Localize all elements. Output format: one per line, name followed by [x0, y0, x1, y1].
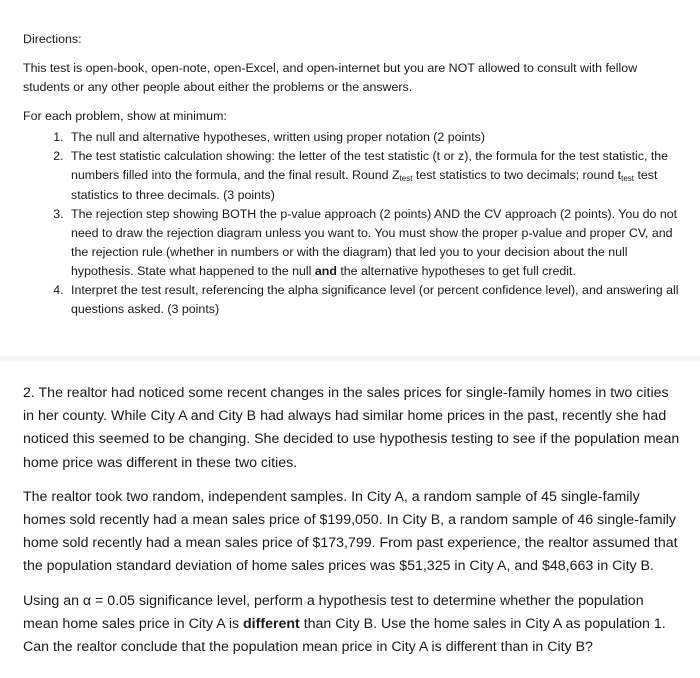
problem-paragraph-3: [23, 590, 683, 660]
problem-section: [23, 382, 683, 670]
emphasis-different: different: [243, 615, 300, 632]
section-divider: [0, 354, 700, 363]
problem-text: Using an α = 0.05 significance level, perform a hypothesis test to determine whether the population mean home sales price in City A is: [23, 592, 644, 632]
requirements-intro: For each problem, show at minimum:: [23, 109, 227, 123]
z-test-subscript: test: [399, 174, 413, 183]
problem-text: than City B. Use the home sales in City A as population 1. Can the realtor conclude that the population mean price in City A is different than in City B?: [23, 615, 666, 656]
requirement-text: The test statistic calculation showing: the letter of the test statistic (t or z), the formula for the test statistic, the numbers filled into the formula, and the final result. Round Z: [71, 149, 669, 182]
requirement-text: The rejection step showing BOTH the p-value approach (2 points) AND the CV approach (2 points). You do not need to draw the rejection diagram unless you want to. You must show the proper p-value and proper CV, and the rejection rule (whether in numbers or with the diagram) that led you to your decision about the null hypothesis. State what happened to the null: [71, 207, 678, 278]
requirement-item: [67, 128, 683, 147]
requirement-text: the alternative hypotheses to get full credit.: [336, 264, 576, 278]
requirement-item: [67, 205, 683, 281]
requirement-item: [67, 281, 683, 319]
directions-section: [23, 30, 683, 319]
requirement-text: test statistics to three decimals. (3 points): [71, 168, 658, 202]
t-test-subscript: test: [621, 174, 635, 183]
problem-paragraph-2: The realtor took two random, independent samples. In City A, a random sample of 45 single-family homes sold recently had a mean sales price of $199,050. In City B, a random sample of 46 single-family home sold recently had a mean sales price of $173,799. From past experience, the realtor assumed that the population standard deviation of home sales prices was $51,325 in City A, and $48,663 in City B.: [23, 488, 678, 575]
requirement-text: test statistics to two decimals; round t: [412, 168, 622, 182]
requirement-text: Interpret the test result, referencing the alpha significance level (or percent confidence level), and answering all questions asked. (3 points): [71, 283, 679, 316]
requirements-list: [23, 128, 683, 319]
directions-intro: This test is open-book, open-note, open-Excel, and open-internet but you are NOT allowed to consult with fellow students or any other people about either the problems or the answers.: [23, 61, 638, 94]
requirement-text: The null and alternative hypotheses, written using proper notation (2 points): [71, 130, 485, 144]
directions-heading: Directions:: [23, 32, 82, 46]
requirement-item: [67, 147, 683, 205]
emphasis-and: and: [314, 264, 337, 278]
problem-paragraph-1: 2. The realtor had noticed some recent changes in the sales prices for single-family homes in two cities in her county. While City A and City B had always had similar home prices in the past, recently she had noticed this seemed to be changing. She decided to use hypothesis testing to see if the population mean home price was different in these two cities.: [23, 385, 680, 471]
